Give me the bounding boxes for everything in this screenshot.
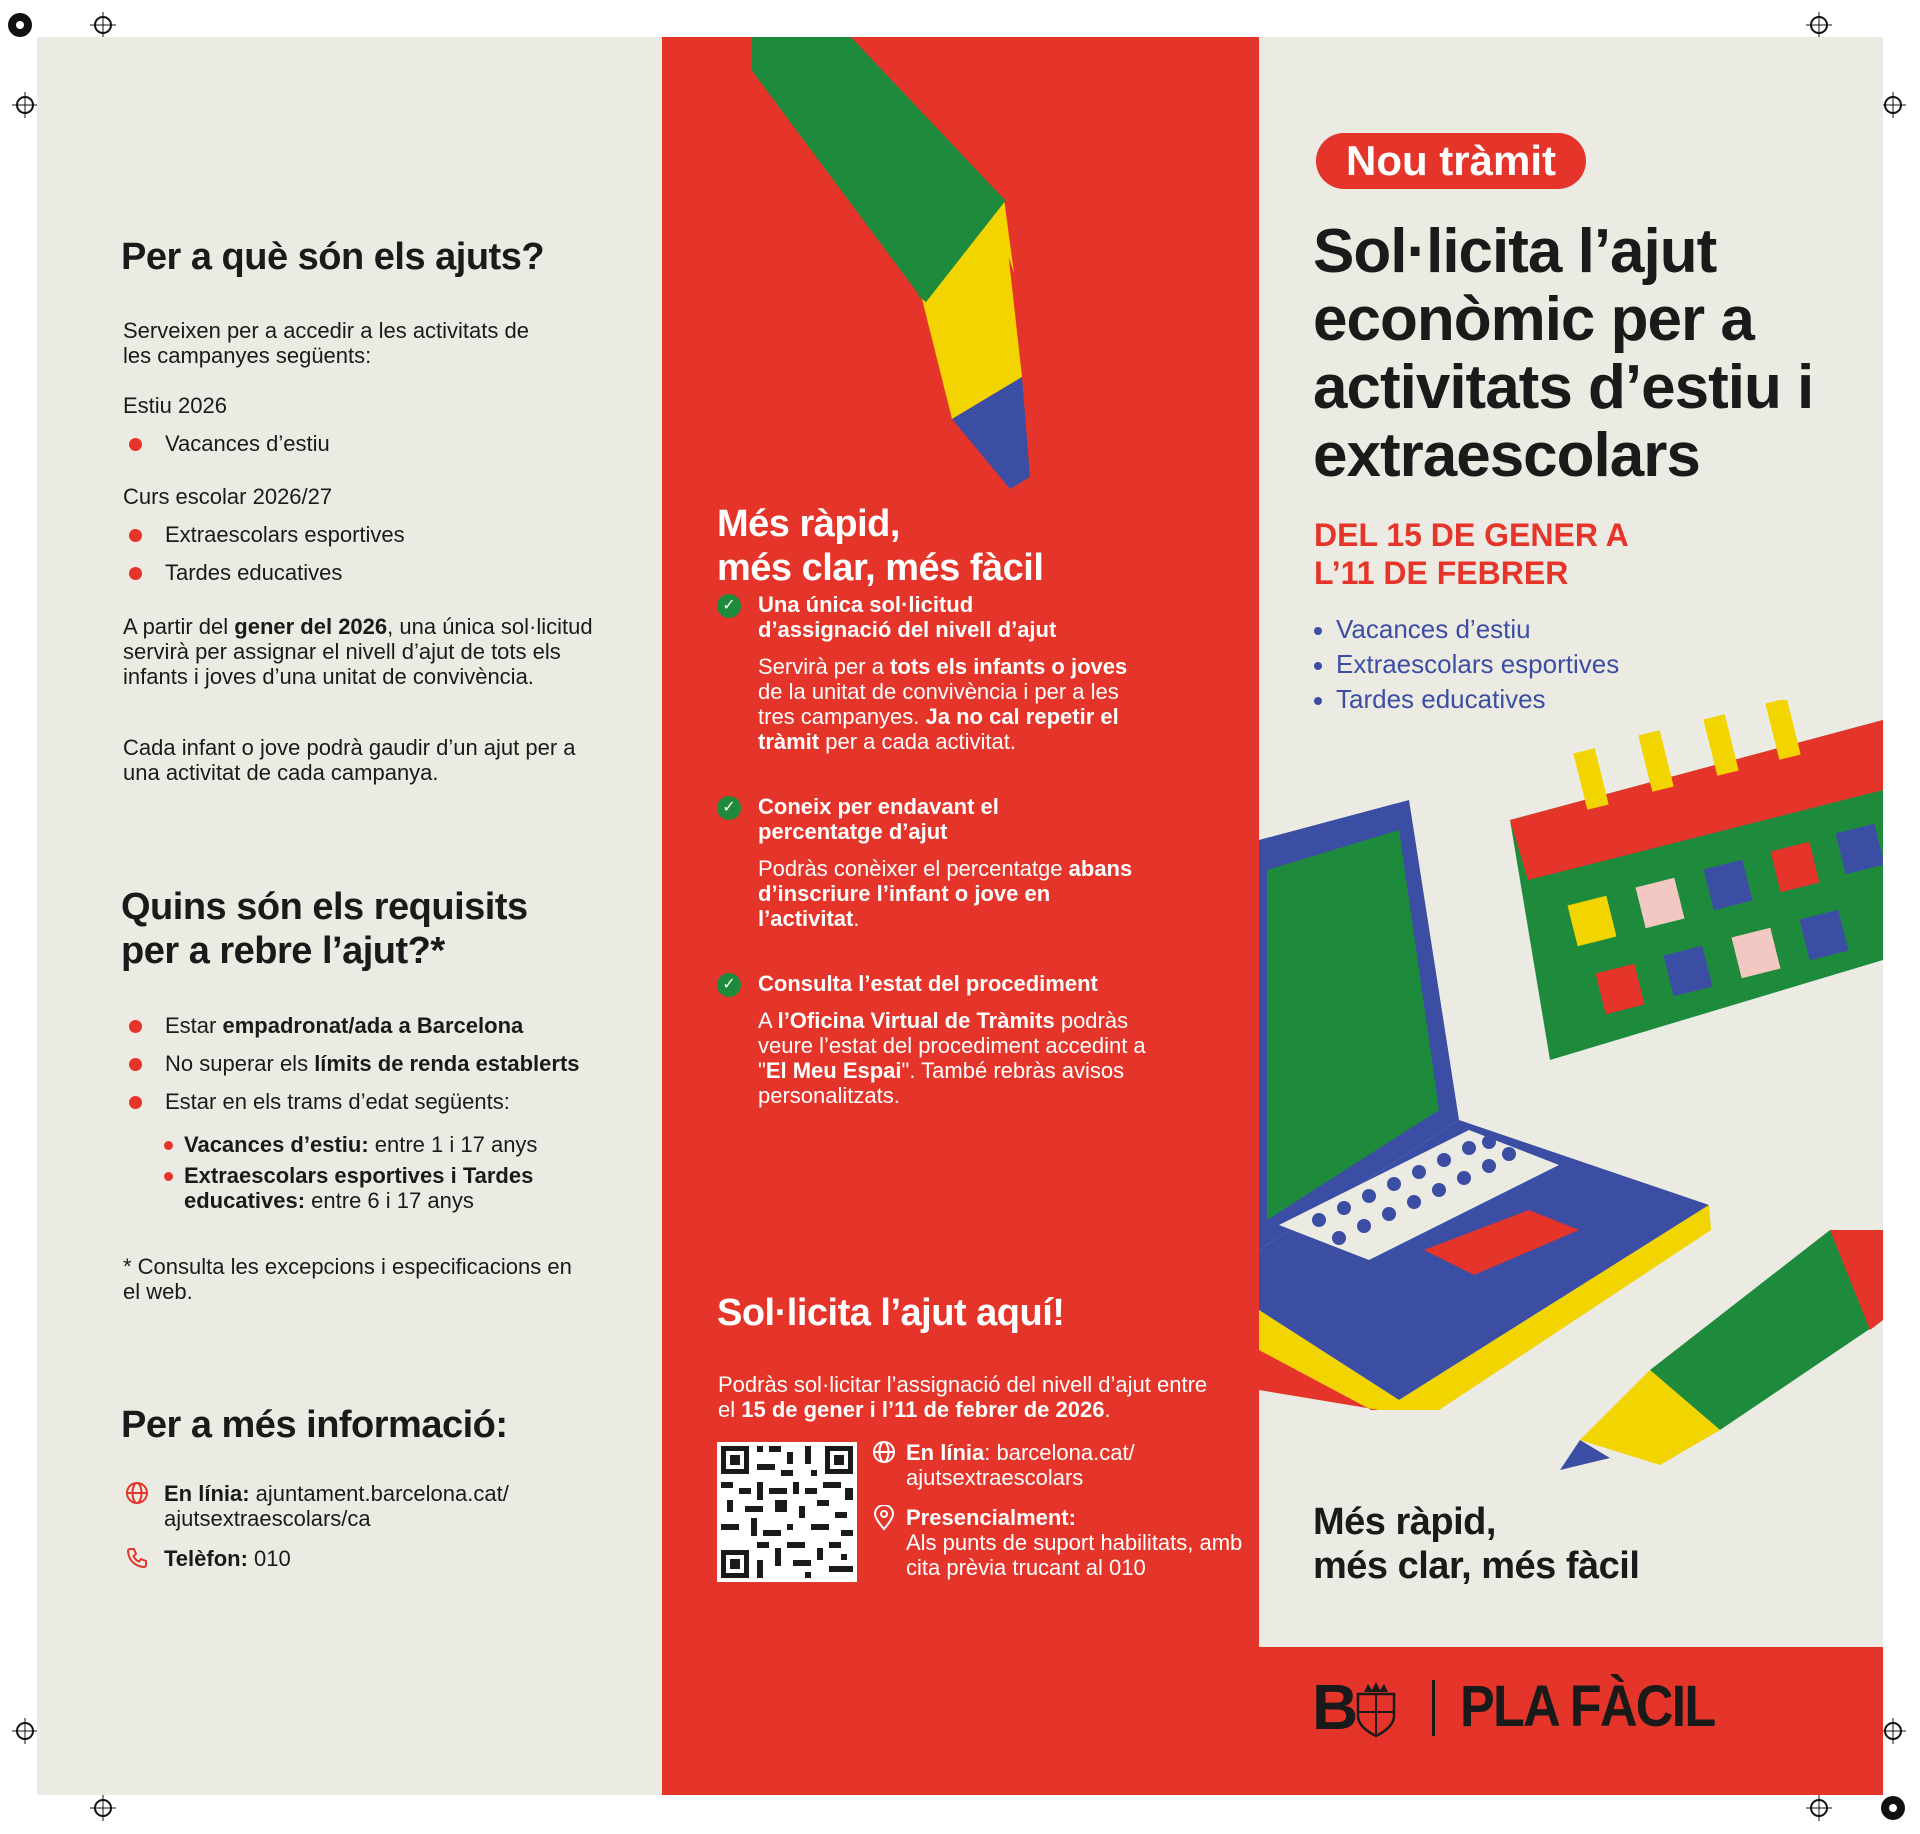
exceptions-note: * Consulta les excepcions i especificacions en el web.	[123, 1254, 572, 1304]
list-item: Extraescolars esportives	[125, 522, 405, 547]
bullet-dot	[129, 567, 142, 580]
globe-icon	[125, 1481, 149, 1505]
pencil-illustration	[752, 37, 1052, 493]
group-label-summer: Estiu 2026	[123, 393, 227, 418]
city-shield-icon	[1354, 1680, 1398, 1738]
globe-icon	[872, 1440, 896, 1464]
registration-mark	[90, 12, 116, 38]
list-item: Vacances d’estiu	[125, 431, 330, 456]
tagline: Més ràpid, més clar, més fàcil	[1313, 1501, 1640, 1587]
feature-title: Coneix per endavant el percentatge d’ajut	[758, 794, 999, 844]
qr-code[interactable]	[717, 1442, 857, 1582]
section-title-requirements: Quins són els requisits per a rebre l’ajut?*	[121, 886, 528, 972]
check-icon: ✓	[717, 594, 741, 618]
bullet-dot	[129, 438, 142, 451]
bullet-dot	[129, 1096, 142, 1109]
feature-single-application	[717, 592, 1157, 754]
registration-mark	[12, 92, 38, 118]
logo-divider	[1432, 1680, 1435, 1736]
apply-inperson-text: Presencialment: Als punts de suport habilitats, amb cita prèvia trucant al 010	[906, 1505, 1243, 1580]
group-label-school-year: Curs escolar 2026/27	[123, 484, 333, 509]
apply-heading: Sol·licita l’ajut aquí!	[717, 1292, 1065, 1334]
phone-info-text[interactable]: Telèfon: 010	[164, 1546, 291, 1571]
phone-icon	[125, 1546, 149, 1570]
bullet-dot	[1314, 697, 1322, 705]
new-procedure-badge: Nou tràmit	[1316, 133, 1586, 189]
feature-body: A l’Oficina Virtual de Tràmits podràs veure l’estat del procediment accedint a "El Meu Espai". També rebràs avisos personalitzats.	[758, 1008, 1146, 1108]
bullet-dot	[129, 1058, 142, 1071]
list-item: No superar els límits de renda establerts	[125, 1051, 625, 1076]
location-pin-icon	[872, 1505, 896, 1531]
summer-campaign-list	[125, 431, 330, 469]
bullet-dot	[164, 1172, 173, 1181]
barcelona-logo	[1312, 1672, 1356, 1742]
feature-title: Consulta l’estat del procediment	[758, 971, 1098, 996]
list-item: Extraescolars esportives	[1314, 647, 1619, 682]
registration-mark	[1880, 92, 1906, 118]
logo-letter: B	[1312, 1671, 1357, 1743]
registration-mark	[7, 12, 33, 38]
list-item: Tardes educatives	[125, 560, 405, 585]
registration-mark	[90, 1795, 116, 1821]
online-info-text[interactable]: En línia: ajuntament.barcelona.cat/ ajutsextraescolars/ca	[164, 1481, 509, 1531]
feature-body: Servirà per a tots els infants o joves de la unitat de convivència i per a les tres campanyes. Ja no cal repetir el tràmit per a cada activitat.	[758, 654, 1128, 754]
application-dates: DEL 15 DE GENER A L’11 DE FEBRER	[1314, 517, 1629, 591]
section-title-more-info: Per a més informació:	[121, 1404, 508, 1446]
age-ranges-list	[164, 1132, 584, 1219]
feature-body: Podràs conèixer el percentatge abans d’inscriure l’infant o jove en l’activitat.	[758, 856, 1133, 931]
requirements-list	[125, 1013, 625, 1127]
check-icon: ✓	[717, 973, 741, 997]
section-title-purpose: Per a què són els ajuts?	[121, 236, 545, 278]
apply-online-text[interactable]: En línia: barcelona.cat/ ajutsextraescolars	[906, 1440, 1135, 1490]
registration-mark	[1806, 1795, 1832, 1821]
one-aid-per-campaign-paragraph: Cada infant o jove podrà gaudir d’un ajut per a una activitat de cada campanya.	[123, 735, 576, 785]
registration-mark	[1880, 1718, 1906, 1744]
feature-title: Una única sol·licitud d’assignació del nivell d’ajut	[758, 592, 1057, 642]
bullet-dot	[1314, 662, 1322, 670]
list-item: Estar empadronat/ada a Barcelona	[125, 1013, 625, 1038]
list-item: Vacances d’estiu	[1314, 612, 1619, 647]
bullet-dot	[1314, 627, 1322, 635]
purpose-intro: Serveixen per a accedir a les activitats de les campanyes següents:	[123, 318, 529, 368]
bullet-dot	[129, 529, 142, 542]
brand-name: PLA FÀCIL	[1460, 1674, 1715, 1739]
list-item: Extraescolars esportives i Tardes educatives: entre 6 i 17 anys	[164, 1163, 584, 1213]
middle-heading: Més ràpid, més clar, més fàcil	[717, 503, 1044, 589]
list-item: Estar en els trams d’edat següents:	[125, 1089, 625, 1114]
bullet-dot	[164, 1141, 173, 1150]
feature-know-percentage	[717, 794, 1157, 931]
list-item: Tardes educatives	[1314, 682, 1619, 717]
registration-mark	[12, 1718, 38, 1744]
page-title: Sol·licita l’ajut econòmic per a activitats d’estiu i extraescolars	[1313, 217, 1814, 490]
check-icon: ✓	[717, 796, 741, 820]
middle-panel	[662, 37, 1259, 1795]
bullet-dot	[129, 1020, 142, 1033]
list-item: Vacances d’estiu: entre 1 i 17 anys	[164, 1132, 584, 1157]
single-application-paragraph: A partir del gener del 2026, una única sol·licitud servirà per assignar el nivell d’ajut de tots els infants i joves d’una unitat de convivència.	[123, 614, 593, 689]
school-campaign-list	[125, 522, 405, 598]
apply-text: Podràs sol·licitar l’assignació del nivell d’ajut entre el 15 de gener i l’11 de febrer de 2026.	[718, 1372, 1208, 1422]
registration-mark	[1880, 1795, 1906, 1821]
feature-check-status	[717, 971, 1157, 1108]
registration-mark	[1806, 12, 1832, 38]
small-pencil-illustration	[1560, 1230, 1883, 1470]
